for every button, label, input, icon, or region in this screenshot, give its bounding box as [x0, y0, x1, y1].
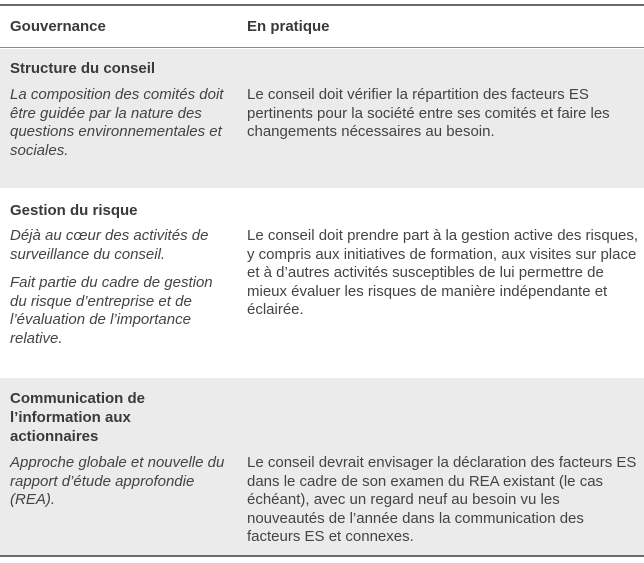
table-row-board-structure — [0, 49, 644, 188]
section-title: Communication de l’information aux actionnaires — [10, 390, 146, 445]
header-governance: Gouvernance — [10, 18, 106, 35]
governance-note: La composition des comités doit être guidée par la nature des questions environnementales et sociales. — [10, 86, 224, 159]
table-row-shareholder-communication — [0, 378, 644, 555]
governance-note: Fait partie du cadre de gestion du risque d’entreprise et de l’évaluation de l’importance relative. — [10, 274, 213, 347]
section-title: Structure du conseil — [10, 60, 156, 77]
table-header — [0, 4, 644, 48]
practice-text: Le conseil doit vérifier la répartition des facteurs ES pertinents pour la société entre ses comités et faire les changements nécessaires au besoin. — [247, 86, 610, 140]
governance-note: Déjà au cœur des activités de surveillance du conseil. — [10, 227, 209, 263]
table-row-risk-management — [0, 188, 644, 378]
practice-text: Le conseil devrait envisager la déclaration des facteurs ES dans le cadre de son examen du REA existant (le cas échéant), avec un regard neuf au besoin vu les nouveautés de l’année dans la communication des facteurs ES et connexes. — [247, 454, 637, 545]
section-title: Gestion du risque — [10, 202, 138, 219]
table-bottom-rule — [0, 555, 644, 557]
header-in-practice: En pratique — [247, 18, 330, 35]
practice-text: Le conseil doit prendre part à la gestion active des risques, y compris aux initiatives de formation, aux visites sur place et à d’autres activités susceptibles de lui permettre de mieux évaluer les risques de manière indépendante et éclairée. — [247, 227, 639, 318]
governance-note: Approche globale et nouvelle du rapport d’étude approfondie (REA). — [10, 454, 225, 508]
